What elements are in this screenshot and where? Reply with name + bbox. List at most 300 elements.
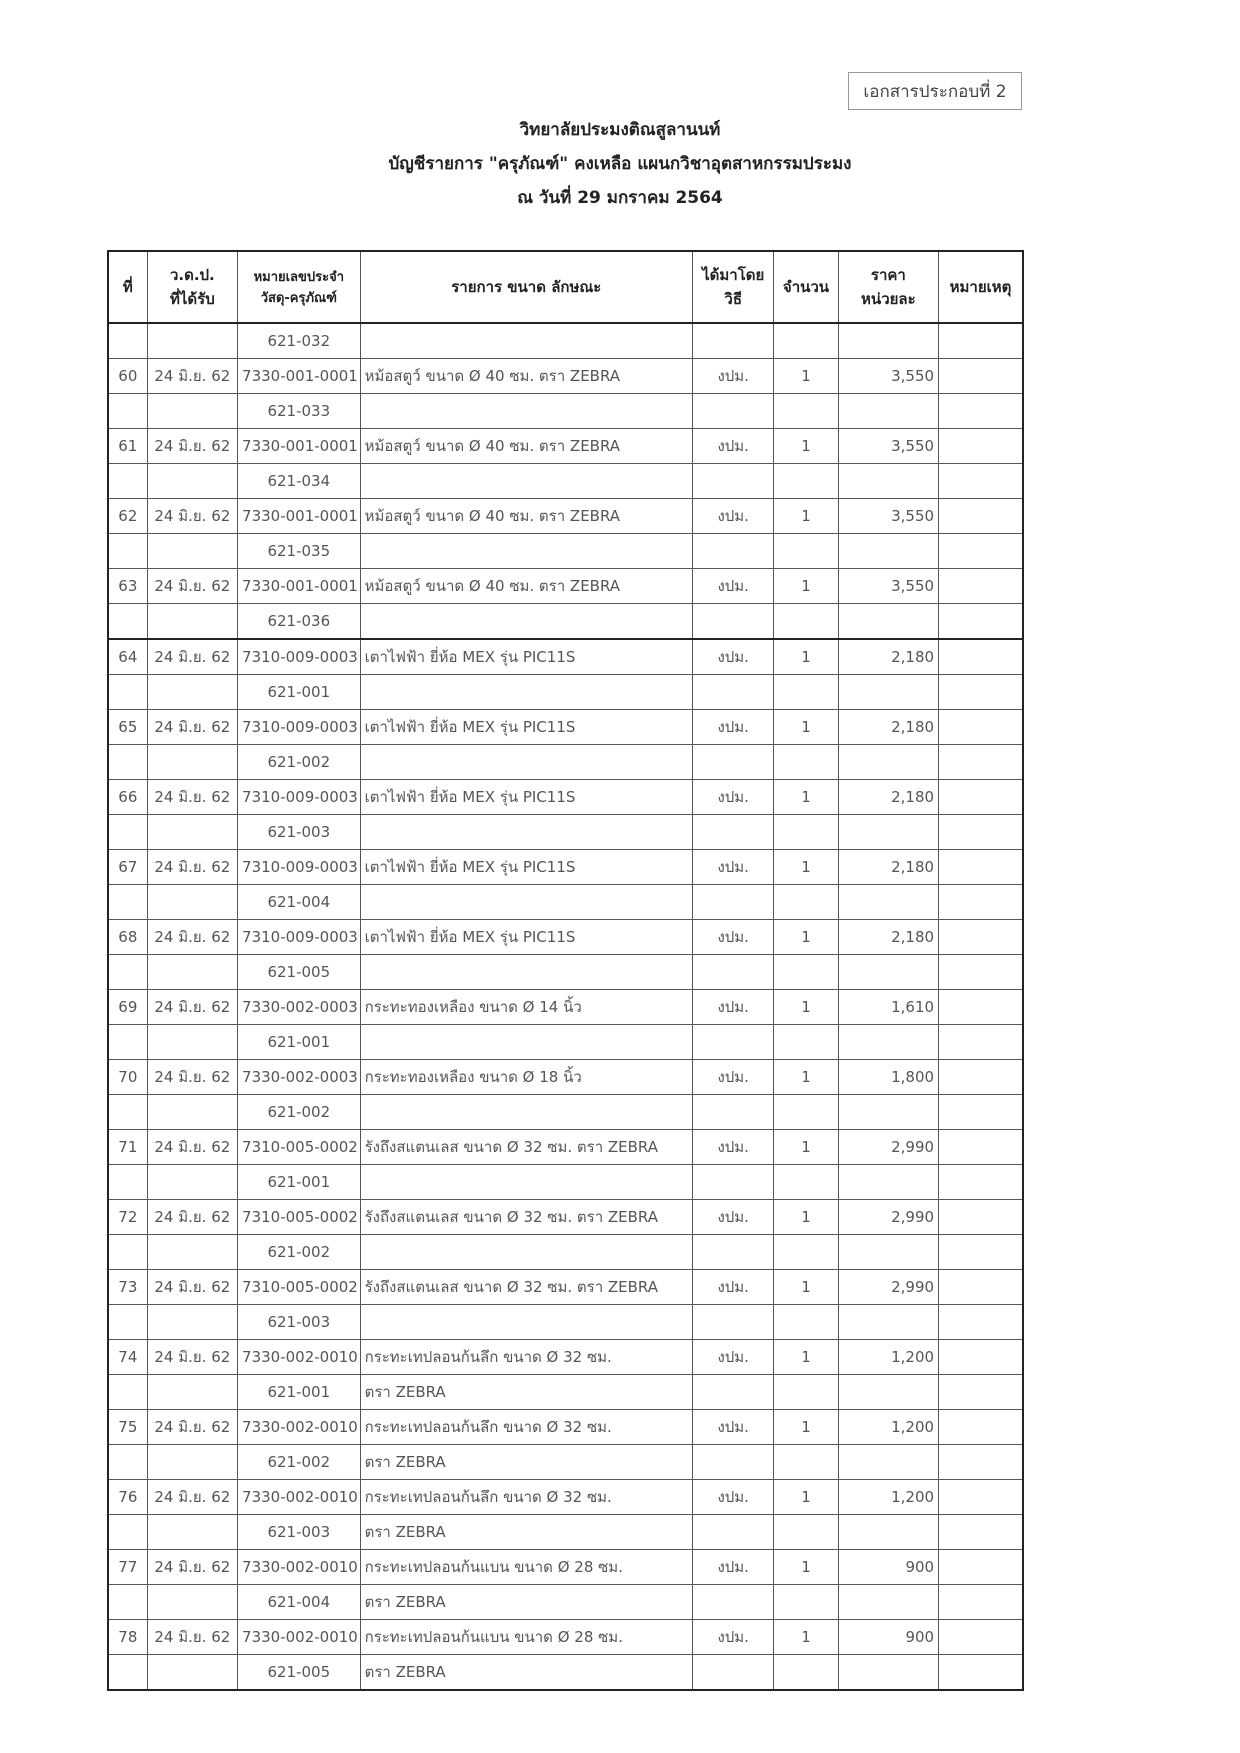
cell-item: ตรา ZEBRA <box>360 1445 692 1480</box>
table-row <box>108 1200 1023 1235</box>
col-header-date-line1: ว.ด.ป. <box>169 266 215 284</box>
cell-code: 621-003 <box>238 1305 361 1340</box>
cell-date <box>147 394 237 429</box>
cell-date <box>147 1235 237 1270</box>
cell-code: 621-001 <box>238 1025 361 1060</box>
cell-code: 621-001 <box>238 1165 361 1200</box>
col-header-code-line2: วัสดุ-ครุภัณฑ์ <box>260 291 337 306</box>
cell-remark <box>939 745 1023 780</box>
as-of-date: ณ วันที่ 29 มกราคม 2564 <box>517 188 723 208</box>
cell-item: เตาไฟฟ้า ยี่ห้อ MEX รุ่น PIC11S <box>360 710 692 745</box>
cell-no: 73 <box>108 1270 147 1305</box>
cell-item <box>360 1235 692 1270</box>
cell-method <box>693 675 774 710</box>
cell-price <box>838 1165 938 1200</box>
col-header-price-line1: ราคา <box>870 266 906 284</box>
cell-item <box>360 1095 692 1130</box>
cell-code: 621-004 <box>238 1585 361 1620</box>
cell-price: 2,180 <box>838 920 938 955</box>
cell-method: งปม. <box>693 499 774 534</box>
cell-price <box>838 955 938 990</box>
cell-code: 621-004 <box>238 885 361 920</box>
cell-remark <box>939 1655 1023 1691</box>
cell-remark <box>939 394 1023 429</box>
table-row <box>108 534 1023 569</box>
cell-method: งปม. <box>693 1060 774 1095</box>
cell-code: 7330-001-0001 <box>238 569 361 604</box>
cell-remark <box>939 1445 1023 1480</box>
cell-item <box>360 745 692 780</box>
table-row <box>108 920 1023 955</box>
cell-no <box>108 955 147 990</box>
cell-method: งปม. <box>693 1550 774 1585</box>
cell-no <box>108 815 147 850</box>
cell-qty <box>774 1655 838 1691</box>
col-header-price-line2: หน่วยละ <box>861 290 916 308</box>
cell-method <box>693 323 774 359</box>
cell-item: ตรา ZEBRA <box>360 1655 692 1691</box>
cell-date: 24 มิ.ย. 62 <box>147 639 237 675</box>
cell-method <box>693 604 774 640</box>
cell-date: 24 มิ.ย. 62 <box>147 359 237 394</box>
cell-price: 2,180 <box>838 850 938 885</box>
cell-price: 1,200 <box>838 1410 938 1445</box>
cell-code: 7330-002-0010 <box>238 1620 361 1655</box>
cell-no <box>108 1375 147 1410</box>
cell-qty <box>774 323 838 359</box>
cell-qty: 1 <box>774 429 838 464</box>
cell-remark <box>939 464 1023 499</box>
table-row <box>108 885 1023 920</box>
cell-no <box>108 604 147 640</box>
table-row <box>108 1270 1023 1305</box>
cell-remark <box>939 323 1023 359</box>
cell-date: 24 มิ.ย. 62 <box>147 1410 237 1445</box>
table-row <box>108 1165 1023 1200</box>
cell-no <box>108 1445 147 1480</box>
cell-price <box>838 1305 938 1340</box>
cell-code: 7330-002-0010 <box>238 1340 361 1375</box>
cell-no <box>108 394 147 429</box>
cell-method <box>693 1095 774 1130</box>
cell-item <box>360 1025 692 1060</box>
cell-remark <box>939 780 1023 815</box>
cell-item <box>360 675 692 710</box>
col-header-method-line2: วิธี <box>724 290 742 308</box>
cell-item: กระทะเทปลอนก้นแบน ขนาด Ø 28 ซม. <box>360 1550 692 1585</box>
col-header-method-line1: ได้มาโดย <box>702 266 765 284</box>
cell-no: 68 <box>108 920 147 955</box>
col-header-method <box>693 251 774 323</box>
cell-qty: 1 <box>774 1340 838 1375</box>
cell-remark <box>939 920 1023 955</box>
col-header-no: ที่ <box>108 251 147 323</box>
cell-code: 621-002 <box>238 1235 361 1270</box>
cell-remark <box>939 1305 1023 1340</box>
cell-item: ตรา ZEBRA <box>360 1585 692 1620</box>
cell-code: 621-003 <box>238 815 361 850</box>
cell-code: 7330-002-0003 <box>238 1060 361 1095</box>
cell-no <box>108 534 147 569</box>
table-row <box>108 359 1023 394</box>
cell-no <box>108 675 147 710</box>
cell-remark <box>939 534 1023 569</box>
cell-code: 7310-009-0003 <box>238 780 361 815</box>
cell-remark <box>939 1060 1023 1095</box>
cell-method <box>693 1515 774 1550</box>
cell-code: 7330-001-0001 <box>238 499 361 534</box>
table-row <box>108 1655 1023 1691</box>
cell-no: 72 <box>108 1200 147 1235</box>
table-row <box>108 1025 1023 1060</box>
cell-code: 7330-002-0010 <box>238 1410 361 1445</box>
cell-remark <box>939 604 1023 640</box>
cell-price: 3,550 <box>838 499 938 534</box>
attachment-label: เอกสารประกอบที่ 2 <box>848 72 1022 110</box>
cell-price <box>838 394 938 429</box>
cell-method: งปม. <box>693 1620 774 1655</box>
cell-code: 621-002 <box>238 1445 361 1480</box>
cell-no <box>108 1095 147 1130</box>
cell-qty: 1 <box>774 1060 838 1095</box>
cell-qty <box>774 1515 838 1550</box>
cell-method <box>693 1305 774 1340</box>
cell-no <box>108 1515 147 1550</box>
cell-remark <box>939 1375 1023 1410</box>
cell-price: 2,990 <box>838 1130 938 1165</box>
cell-date: 24 มิ.ย. 62 <box>147 780 237 815</box>
table-row <box>108 955 1023 990</box>
cell-method: งปม. <box>693 850 774 885</box>
cell-price: 2,180 <box>838 780 938 815</box>
cell-code: 621-035 <box>238 534 361 569</box>
table-row <box>108 675 1023 710</box>
cell-price <box>838 1025 938 1060</box>
cell-price: 1,200 <box>838 1480 938 1515</box>
cell-no <box>108 1025 147 1060</box>
table-row <box>108 815 1023 850</box>
cell-date <box>147 1515 237 1550</box>
cell-code: 7310-005-0002 <box>238 1270 361 1305</box>
cell-qty <box>774 604 838 640</box>
cell-method: งปม. <box>693 710 774 745</box>
cell-date: 24 มิ.ย. 62 <box>147 429 237 464</box>
cell-remark <box>939 639 1023 675</box>
cell-no <box>108 1305 147 1340</box>
cell-date <box>147 1375 237 1410</box>
cell-no: 70 <box>108 1060 147 1095</box>
col-header-code-line1: หมายเลขประจำ <box>253 270 345 285</box>
cell-item: รังถึงสแตนเลส ขนาด Ø 32 ซม. ตรา ZEBRA <box>360 1130 692 1165</box>
cell-code: 7330-002-0010 <box>238 1480 361 1515</box>
cell-code: 7330-002-0010 <box>238 1550 361 1585</box>
cell-method <box>693 1025 774 1060</box>
cell-item: หม้อสตูว์ ขนาด Ø 40 ซม. ตรา ZEBRA <box>360 429 692 464</box>
cell-method <box>693 394 774 429</box>
cell-item: กระทะทองเหลือง ขนาด Ø 18 นิ้ว <box>360 1060 692 1095</box>
cell-qty <box>774 464 838 499</box>
cell-qty <box>774 1305 838 1340</box>
cell-qty: 1 <box>774 1130 838 1165</box>
cell-price <box>838 1375 938 1410</box>
cell-price <box>838 323 938 359</box>
cell-remark <box>939 1235 1023 1270</box>
cell-code: 621-002 <box>238 1095 361 1130</box>
cell-code: 621-003 <box>238 1515 361 1550</box>
cell-item <box>360 464 692 499</box>
cell-qty: 1 <box>774 499 838 534</box>
cell-date: 24 มิ.ย. 62 <box>147 1620 237 1655</box>
cell-code: 7310-009-0003 <box>238 710 361 745</box>
cell-item <box>360 323 692 359</box>
cell-no <box>108 464 147 499</box>
col-header-item: รายการ ขนาด ลักษณะ <box>360 251 692 323</box>
cell-remark <box>939 815 1023 850</box>
table-row <box>108 604 1023 640</box>
table-row <box>108 499 1023 534</box>
cell-qty <box>774 885 838 920</box>
table-row <box>108 429 1023 464</box>
cell-date: 24 มิ.ย. 62 <box>147 1270 237 1305</box>
cell-code: 621-005 <box>238 1655 361 1691</box>
cell-method: งปม. <box>693 1200 774 1235</box>
table-body <box>108 323 1023 1690</box>
cell-method: งปม. <box>693 1130 774 1165</box>
cell-remark <box>939 1200 1023 1235</box>
cell-item <box>360 534 692 569</box>
cell-no: 62 <box>108 499 147 534</box>
cell-qty: 1 <box>774 850 838 885</box>
cell-code: 621-036 <box>238 604 361 640</box>
cell-item: หม้อสตูว์ ขนาด Ø 40 ซม. ตรา ZEBRA <box>360 359 692 394</box>
cell-code: 7310-009-0003 <box>238 920 361 955</box>
cell-date <box>147 955 237 990</box>
cell-qty <box>774 1585 838 1620</box>
cell-method <box>693 464 774 499</box>
cell-price <box>838 885 938 920</box>
cell-qty <box>774 1095 838 1130</box>
cell-code: 621-032 <box>238 323 361 359</box>
list-title: บัญชีรายการ "ครุภัณฑ์" คงเหลือ แผนกวิชาอุตสาหกรรมประมง <box>388 154 852 174</box>
col-header-date <box>147 251 237 323</box>
table-row <box>108 1340 1023 1375</box>
cell-method: งปม. <box>693 1340 774 1375</box>
table-row <box>108 1235 1023 1270</box>
cell-price: 2,990 <box>838 1270 938 1305</box>
cell-date: 24 มิ.ย. 62 <box>147 1340 237 1375</box>
cell-item: ตรา ZEBRA <box>360 1375 692 1410</box>
cell-method <box>693 1235 774 1270</box>
cell-qty <box>774 675 838 710</box>
cell-price: 900 <box>838 1550 938 1585</box>
cell-item <box>360 394 692 429</box>
cell-qty: 1 <box>774 1270 838 1305</box>
cell-item <box>360 1165 692 1200</box>
cell-date <box>147 1445 237 1480</box>
cell-remark <box>939 675 1023 710</box>
cell-qty <box>774 1375 838 1410</box>
table-row <box>108 780 1023 815</box>
cell-code: 621-001 <box>238 675 361 710</box>
table-row <box>108 394 1023 429</box>
cell-code: 7310-009-0003 <box>238 850 361 885</box>
table-header-row <box>108 251 1023 323</box>
cell-code: 621-033 <box>238 394 361 429</box>
cell-qty: 1 <box>774 639 838 675</box>
cell-date <box>147 534 237 569</box>
cell-price <box>838 534 938 569</box>
cell-price: 3,550 <box>838 359 938 394</box>
cell-price: 1,610 <box>838 990 938 1025</box>
cell-no: 69 <box>108 990 147 1025</box>
cell-item <box>360 1305 692 1340</box>
cell-code: 7310-005-0002 <box>238 1200 361 1235</box>
cell-no: 66 <box>108 780 147 815</box>
table-row <box>108 1130 1023 1165</box>
cell-price <box>838 815 938 850</box>
cell-item: กระทะเทปลอนก้นลึก ขนาด Ø 32 ซม. <box>360 1340 692 1375</box>
table-row <box>108 710 1023 745</box>
cell-method <box>693 1445 774 1480</box>
table-row <box>108 569 1023 604</box>
cell-method <box>693 1655 774 1691</box>
cell-qty: 1 <box>774 1620 838 1655</box>
cell-date: 24 มิ.ย. 62 <box>147 499 237 534</box>
cell-no: 63 <box>108 569 147 604</box>
table-row <box>108 1375 1023 1410</box>
cell-no <box>108 1585 147 1620</box>
cell-remark <box>939 710 1023 745</box>
cell-remark <box>939 569 1023 604</box>
cell-code: 621-034 <box>238 464 361 499</box>
cell-no: 78 <box>108 1620 147 1655</box>
cell-item: หม้อสตูว์ ขนาด Ø 40 ซม. ตรา ZEBRA <box>360 569 692 604</box>
cell-remark <box>939 955 1023 990</box>
table-row <box>108 1410 1023 1445</box>
cell-date: 24 มิ.ย. 62 <box>147 1200 237 1235</box>
cell-item: กระทะเทปลอนก้นลึก ขนาด Ø 32 ซม. <box>360 1480 692 1515</box>
cell-qty: 1 <box>774 1550 838 1585</box>
cell-price <box>838 1235 938 1270</box>
cell-qty <box>774 1445 838 1480</box>
cell-qty: 1 <box>774 1480 838 1515</box>
cell-remark <box>939 990 1023 1025</box>
cell-date <box>147 323 237 359</box>
cell-method: งปม. <box>693 990 774 1025</box>
cell-method: งปม. <box>693 1480 774 1515</box>
cell-no: 67 <box>108 850 147 885</box>
cell-code: 621-005 <box>238 955 361 990</box>
cell-date: 24 มิ.ย. 62 <box>147 1060 237 1095</box>
cell-date <box>147 885 237 920</box>
table-row <box>108 1550 1023 1585</box>
cell-remark <box>939 1550 1023 1585</box>
cell-qty <box>774 1025 838 1060</box>
cell-price <box>838 604 938 640</box>
table-row <box>108 1445 1023 1480</box>
cell-date: 24 มิ.ย. 62 <box>147 1480 237 1515</box>
cell-no: 75 <box>108 1410 147 1445</box>
cell-no <box>108 745 147 780</box>
table-row <box>108 323 1023 359</box>
cell-method: งปม. <box>693 780 774 815</box>
cell-remark <box>939 1480 1023 1515</box>
cell-date <box>147 1305 237 1340</box>
cell-no: 77 <box>108 1550 147 1585</box>
cell-no <box>108 1655 147 1691</box>
cell-date <box>147 1585 237 1620</box>
cell-date <box>147 464 237 499</box>
cell-item <box>360 815 692 850</box>
cell-no: 60 <box>108 359 147 394</box>
cell-method <box>693 1585 774 1620</box>
cell-date <box>147 675 237 710</box>
cell-item <box>360 955 692 990</box>
cell-date <box>147 604 237 640</box>
cell-remark <box>939 1620 1023 1655</box>
cell-date <box>147 1165 237 1200</box>
cell-no: 64 <box>108 639 147 675</box>
cell-method: งปม. <box>693 429 774 464</box>
cell-remark <box>939 1340 1023 1375</box>
cell-qty <box>774 534 838 569</box>
cell-remark <box>939 1515 1023 1550</box>
col-header-qty: จำนวน <box>774 251 838 323</box>
cell-qty: 1 <box>774 1200 838 1235</box>
cell-no: 71 <box>108 1130 147 1165</box>
cell-date: 24 มิ.ย. 62 <box>147 710 237 745</box>
cell-item: ตรา ZEBRA <box>360 1515 692 1550</box>
cell-date <box>147 1025 237 1060</box>
cell-qty <box>774 394 838 429</box>
cell-date: 24 มิ.ย. 62 <box>147 850 237 885</box>
cell-code: 7310-009-0003 <box>238 639 361 675</box>
cell-price: 2,180 <box>838 639 938 675</box>
college-title: วิทยาลัยประมงติณสูลานนท์ <box>519 120 721 140</box>
cell-method <box>693 955 774 990</box>
cell-method <box>693 885 774 920</box>
cell-qty <box>774 815 838 850</box>
cell-qty <box>774 1165 838 1200</box>
cell-item: หม้อสตูว์ ขนาด Ø 40 ซม. ตรา ZEBRA <box>360 499 692 534</box>
cell-no <box>108 323 147 359</box>
cell-code: 621-002 <box>238 745 361 780</box>
cell-no: 65 <box>108 710 147 745</box>
cell-remark <box>939 1095 1023 1130</box>
table-row <box>108 990 1023 1025</box>
table-row <box>108 639 1023 675</box>
cell-method <box>693 534 774 569</box>
cell-price <box>838 745 938 780</box>
cell-qty: 1 <box>774 990 838 1025</box>
cell-qty: 1 <box>774 1410 838 1445</box>
cell-code: 621-001 <box>238 1375 361 1410</box>
cell-qty <box>774 955 838 990</box>
cell-price: 2,180 <box>838 710 938 745</box>
cell-remark <box>939 1130 1023 1165</box>
table-row <box>108 1480 1023 1515</box>
table-row <box>108 745 1023 780</box>
cell-price <box>838 1095 938 1130</box>
cell-item: กระทะทองเหลือง ขนาด Ø 14 นิ้ว <box>360 990 692 1025</box>
col-header-date-line2: ที่ได้รับ <box>169 290 215 308</box>
cell-code: 7330-002-0003 <box>238 990 361 1025</box>
cell-date <box>147 745 237 780</box>
col-header-code <box>238 251 361 323</box>
cell-qty <box>774 745 838 780</box>
cell-item: กระทะเทปลอนก้นลึก ขนาด Ø 32 ซม. <box>360 1410 692 1445</box>
cell-remark <box>939 1025 1023 1060</box>
